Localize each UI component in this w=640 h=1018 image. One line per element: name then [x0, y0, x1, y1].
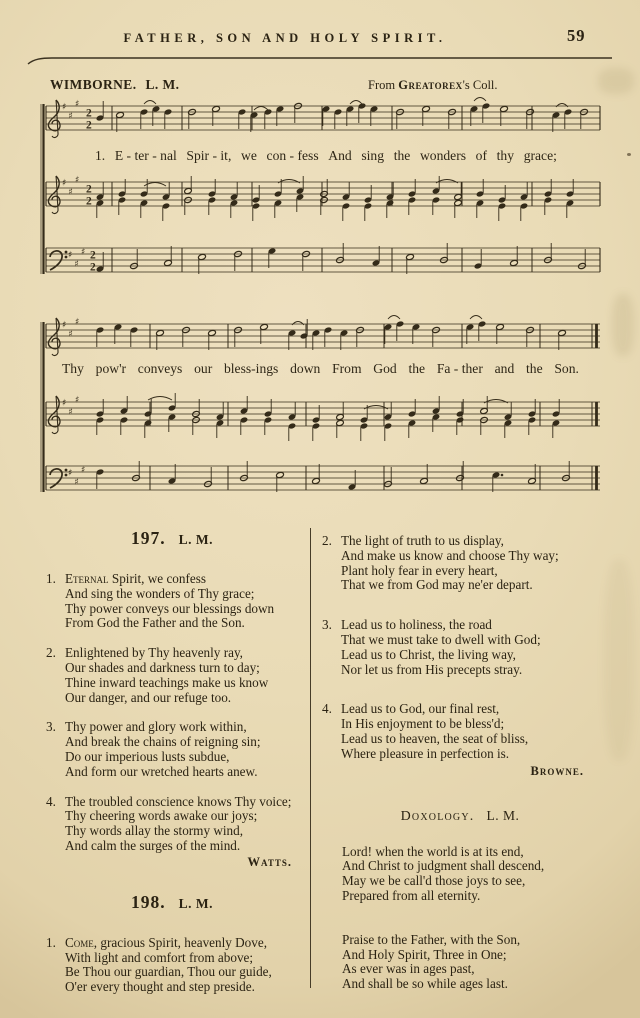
- lyric-syllable: Son.: [554, 361, 579, 376]
- verse-lines: [65, 936, 298, 995]
- svg-text:♯: ♯: [75, 395, 80, 406]
- lyric-syllable: thy: [496, 148, 515, 163]
- verse-number: 4.: [322, 701, 332, 717]
- lyric-syllable: the: [393, 148, 411, 163]
- lyric-syllable: con - fess: [266, 148, 319, 163]
- lyric-syllable: 1.: [95, 148, 106, 163]
- music-lyric-line-1: [95, 148, 557, 164]
- lyric-syllable: Thy: [62, 361, 84, 376]
- lyric-syllable: the: [526, 361, 543, 376]
- hymn-meter: L. M.: [178, 532, 213, 547]
- svg-text:2: 2: [86, 119, 92, 132]
- verse-lines: [341, 534, 598, 593]
- verse-line: Do our imperious lusts subdue,: [65, 748, 230, 764]
- verse-line: Thine inward teachings make us know: [65, 674, 269, 690]
- svg-text:♯: ♯: [75, 99, 80, 110]
- svg-text:♯: ♯: [68, 187, 73, 198]
- stanza-line: And Holy Spirit, Three in One;: [342, 946, 507, 962]
- verse-line: In His enjoyment to be bless'd;: [341, 716, 505, 732]
- lyric-syllable: And: [328, 148, 352, 163]
- svg-text:2: 2: [86, 195, 92, 208]
- lyric-syllable: the: [408, 361, 426, 376]
- verse-number: 1.: [46, 571, 56, 586]
- svg-text:2: 2: [90, 261, 96, 274]
- verse-line: That we from God may ne'er depart.: [341, 577, 533, 593]
- page-header-title: FATHER, SON AND HOLY SPIRIT.: [123, 31, 447, 45]
- stanza-line: May we be call'd those joys to see,: [342, 873, 526, 889]
- lyric-syllable: bless-ings: [223, 361, 279, 376]
- doxology-title: Doxology.: [400, 808, 475, 824]
- stanza-line: And shall be so while ages last.: [342, 976, 508, 992]
- author-attribution: Watts.: [247, 854, 292, 869]
- svg-text:♯: ♯: [62, 398, 67, 409]
- lyric-syllable: God: [373, 361, 397, 376]
- verse-line: From God the Father and the Son.: [65, 615, 245, 631]
- verse-line: Lead us to holiness, the road: [341, 617, 492, 633]
- svg-text:♯: ♯: [81, 465, 86, 476]
- verse-line: With light and comfort from above;: [65, 949, 254, 965]
- hymn-verse: [46, 646, 298, 705]
- verse-lines: [65, 572, 298, 631]
- stanza-line: As ever was in ages past,: [342, 961, 475, 977]
- hymn-verse: [46, 795, 298, 854]
- lyric-syllable: wonders: [419, 148, 467, 163]
- doxology-stanza: [322, 933, 598, 992]
- page-speck: [476, 571, 478, 573]
- svg-text:♯: ♯: [81, 247, 86, 258]
- verse-line: Our danger, and our refuge too.: [65, 689, 232, 705]
- svg-text:♯: ♯: [75, 317, 80, 328]
- stanza-line: And Christ to judgment shall descend,: [342, 858, 545, 874]
- hymn-number: 197.: [131, 528, 166, 548]
- verse-number: 3.: [46, 719, 56, 735]
- right-column: [322, 518, 598, 992]
- verse-line: Plant holy fear in every heart,: [341, 562, 498, 578]
- page-speck: [627, 153, 631, 156]
- verse-line: Be Thou our guardian, Thou our guide,: [65, 964, 272, 980]
- doxology-stanza: [322, 845, 598, 904]
- hymn-verse: [46, 720, 298, 779]
- svg-text:♯: ♯: [68, 250, 73, 261]
- verse-number: 2.: [322, 533, 332, 548]
- lyric-syllable: Fa - ther: [436, 361, 483, 376]
- verse-line: The light of truth to us display,: [341, 533, 504, 548]
- page-number: 59: [567, 26, 586, 45]
- verse-line: Come, gracious Spirit, heavenly Dove,: [65, 934, 268, 950]
- tune-source: [368, 78, 498, 93]
- lyric-syllable: grace;: [523, 148, 557, 163]
- doxology-meter: L. M.: [486, 807, 520, 823]
- tune-title: [50, 77, 179, 93]
- verse-line: And calm the surges of the mind.: [65, 837, 241, 853]
- verse-number: 4.: [46, 793, 56, 809]
- verse-line: Thy power and glory work within,: [65, 719, 247, 735]
- verse-line: Eternal Spirit, we confess: [65, 571, 206, 586]
- verse-lead-word: Eternal: [65, 571, 109, 586]
- hymn-number: 198.: [131, 891, 166, 912]
- verse-number: 2.: [46, 645, 56, 661]
- svg-text:♯: ♯: [68, 111, 73, 122]
- verse-number: 1.: [46, 934, 56, 950]
- verse-number: 3.: [322, 617, 332, 633]
- svg-text:♯: ♯: [74, 259, 79, 270]
- lyric-syllable: and: [494, 361, 515, 376]
- svg-text:♯: ♯: [68, 407, 73, 418]
- page-smudge: [612, 294, 634, 356]
- verse-lines: [65, 795, 298, 854]
- verse-lead-word: Come,: [65, 934, 98, 950]
- tune-meter: L. M.: [145, 77, 180, 92]
- verse-line: And form our wretched hearts anew.: [65, 763, 258, 779]
- verse-line: Lead us to God, our final rest,: [341, 701, 500, 717]
- verse-line: Our shades and darkness turn to day;: [65, 659, 260, 675]
- music-lyric-line-2: [62, 361, 579, 377]
- lyric-syllable: From: [332, 361, 362, 376]
- verse-line: Thy power conveys our blessings down: [65, 600, 275, 616]
- hymn-verse: [46, 936, 298, 995]
- verse-lines: [65, 646, 298, 705]
- verse-line: Thy cheering words awake our joys;: [65, 808, 258, 824]
- svg-text:2: 2: [86, 107, 92, 120]
- verse-line: And break the chains of reigning sin;: [65, 734, 261, 750]
- lyric-syllable: conveys: [137, 361, 183, 376]
- header-rule: [0, 52, 640, 68]
- column-divider: [310, 528, 311, 988]
- lyric-syllable: we: [241, 148, 257, 163]
- verse-line: The troubled conscience knows Thy voice;: [65, 793, 292, 809]
- verse-lines: [341, 702, 598, 761]
- svg-text:♯: ♯: [74, 477, 79, 488]
- verse-line: Lead us to Christ, the living way,: [341, 646, 516, 662]
- lyric-syllable: sing: [361, 148, 385, 163]
- verse-line: Thy words allay the stormy wind,: [65, 823, 244, 839]
- svg-text:2: 2: [90, 249, 96, 262]
- tune-source-name: Greatorex: [398, 78, 463, 92]
- hymn-verse: [322, 618, 598, 677]
- stanza-line: Prepared from all eternity.: [342, 887, 481, 903]
- svg-text:♯: ♯: [62, 102, 67, 113]
- hymn-meter: L. M.: [178, 895, 213, 911]
- hymn-heading: [46, 892, 298, 913]
- verse-lines: [65, 720, 298, 779]
- svg-text:♯: ♯: [62, 320, 67, 331]
- lyric-syllable: of: [475, 148, 487, 163]
- stanza-line: Praise to the Father, with the Son,: [342, 931, 521, 947]
- tune-name: WIMBORNE.: [50, 77, 137, 92]
- lyric-syllable: pow'r: [95, 361, 127, 376]
- svg-text:2: 2: [86, 183, 92, 196]
- verse-line: And make us know and choose Thy way;: [341, 547, 559, 563]
- verse-line: And sing the wonders of Thy grace;: [65, 585, 255, 601]
- page-smudge: [604, 560, 634, 760]
- hymn-heading: [46, 528, 298, 549]
- tune-source-prefix: From: [368, 78, 399, 92]
- svg-text:♯: ♯: [75, 175, 80, 186]
- hymn-verse: [46, 572, 298, 631]
- verse-line: Enlightened by Thy heavenly ray,: [65, 645, 243, 661]
- svg-text:♯: ♯: [68, 468, 73, 479]
- verse-line: Nor let us from His precepts stray.: [341, 661, 523, 677]
- left-column: [46, 518, 298, 995]
- hymn-text-area: [0, 518, 640, 1008]
- stanza-line: Lord! when the world is at its end,: [342, 843, 524, 859]
- author-attribution: Browne.: [530, 763, 584, 778]
- lyric-syllable: down: [290, 361, 321, 376]
- hymn-verse: [322, 702, 598, 761]
- tune-source-suffix: 's Coll.: [462, 78, 498, 92]
- verse-line: O'er every thought and step preside.: [65, 979, 255, 995]
- verse-lines: [341, 618, 598, 677]
- verse-line: That we must take to dwell with God;: [341, 631, 541, 647]
- hymn-verse: [322, 534, 598, 593]
- svg-text:♯: ♯: [62, 178, 67, 189]
- svg-text:♯: ♯: [68, 329, 73, 340]
- verse-line: Lead us to heaven, the seat of bliss,: [341, 730, 529, 746]
- lyric-syllable: Spir - it,: [186, 148, 232, 163]
- doxology-heading: [322, 808, 598, 825]
- lyric-syllable: E - ter - nal: [114, 148, 177, 163]
- verse-line: Where pleasure in perfection is.: [341, 745, 510, 761]
- lyric-syllable: our: [194, 361, 213, 376]
- page-smudge: [598, 68, 634, 94]
